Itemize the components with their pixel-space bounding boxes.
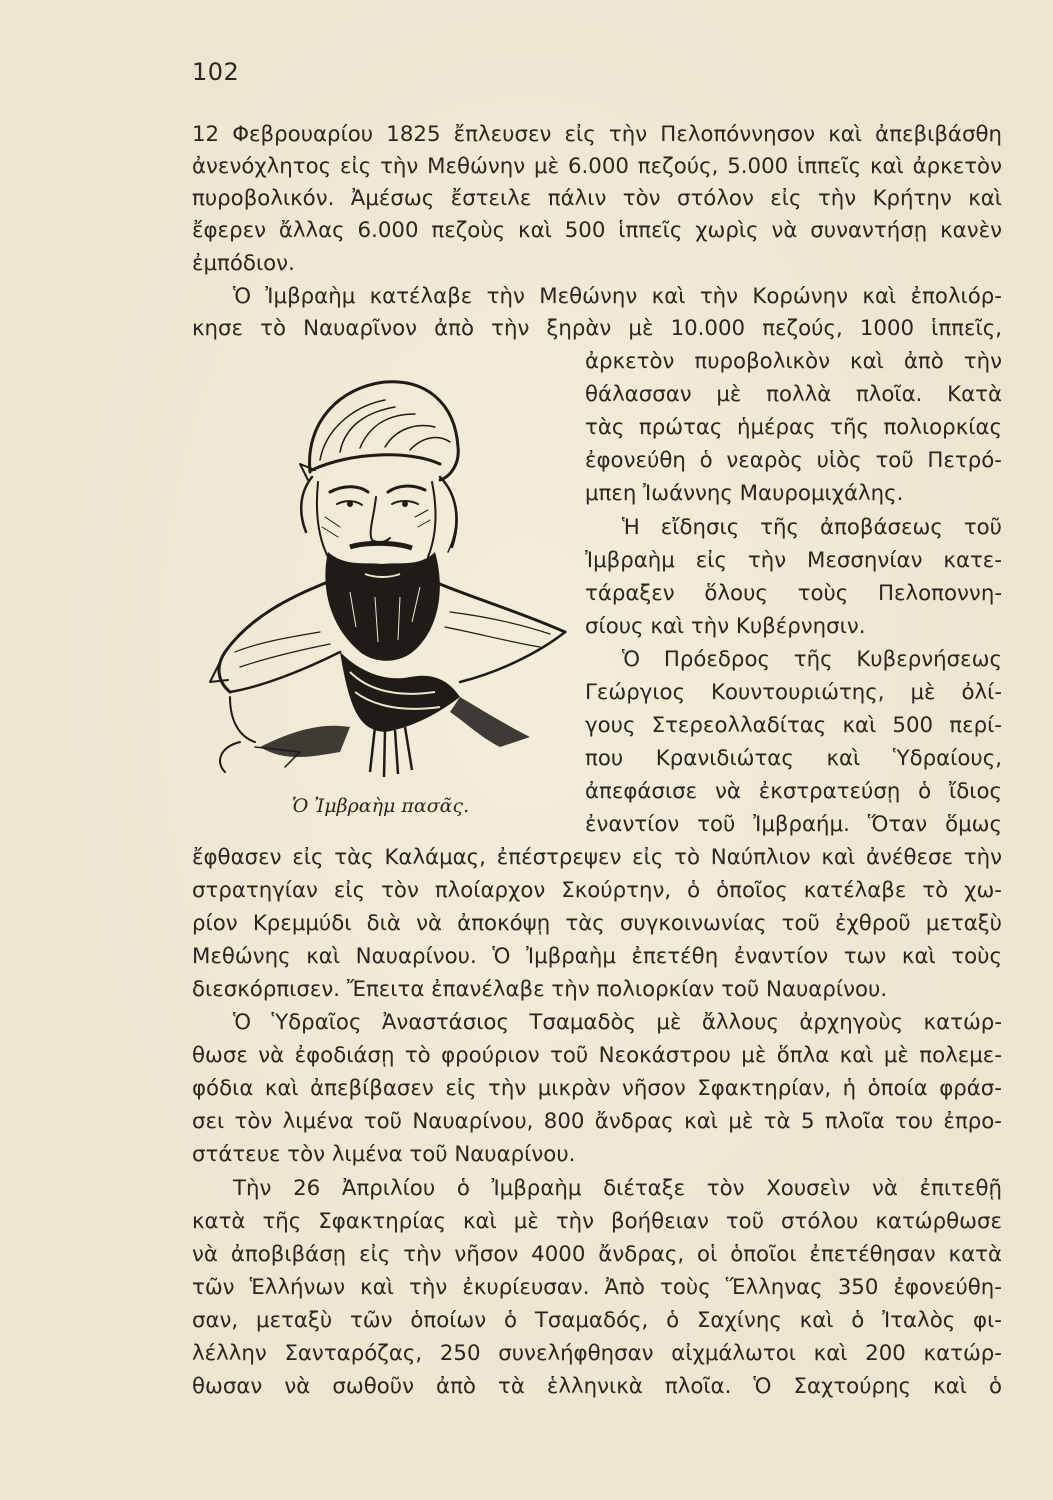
text-line: γους Στερεολλαδίτας καὶ 500 περί- <box>585 713 1002 738</box>
text-line: θωσαν νὰ σωθοῦν ἀπὸ τὰ ἑλληνικὰ πλοῖα. Ὁ Σαχτούρης καὶ ὁ <box>192 1374 1002 1399</box>
text-line: τὰς πρώτας ἡμέρας τῆς πολιορκίας <box>585 415 1002 440</box>
text-line: ἐμπόδιον. <box>192 251 295 276</box>
text-line: ἀνενόχλητος εἰς τὴν Μεθώνην μὲ 6.000 πεζούς, 5.000 ἱππεῖς καὶ ἀρκετὸν <box>192 154 1002 179</box>
text-line: Μεθώνης καὶ Ναυαρίνου. Ὁ Ἰμβραὴμ ἐπετέθη ἐναντίον των καὶ τοὺς <box>192 944 1002 969</box>
text-line: ἐναντίον τοῦ Ἰμβραήμ. Ὅταν ὅμως <box>585 812 1002 837</box>
text-line: Ἡ εἴδησις τῆς ἀποβάσεως τοῦ <box>622 515 1002 540</box>
text-line: σαν, μεταξὺ τῶν ὁποίων ὁ Τσαμαδός, ὁ Σαχίνης καὶ ὁ Ἰταλὸς φι- <box>192 1308 1002 1333</box>
text-line: Ἰμβραὴμ εἰς τὴν Μεσσηνίαν κατε- <box>585 548 1002 573</box>
text-line: σίους καὶ τὴν Κυβέρνησιν. <box>585 614 866 639</box>
text-line: ἔφθασεν εἰς τὰς Καλάμας, ἐπέστρεψεν εἰς τὸ Ναύπλιον καὶ ἀνέθεσε τὴν <box>192 845 1002 870</box>
text-line: στρατηγίαν εἰς τὸν πλοίαρχον Σκούρτην, ὁ ὁποῖος κατέλαβε τὸ χω- <box>192 878 1002 903</box>
text-line: Γεώργιος Κουντουριώτης, μὲ ὀλί- <box>585 680 1002 705</box>
text-line: ἀρκετὸν πυροβολικὸν καὶ ἀπὸ τὴν <box>585 349 1002 374</box>
text-line: ἐφονεύθη ὁ νεαρὸς υἱὸς τοῦ Πετρό- <box>585 448 1002 473</box>
text-line: στάτευε τὸν λιμένα τοῦ Ναυαρίνου. <box>192 1142 576 1167</box>
text-line: Ὁ Ὑδραῖος Ἀναστάσιος Τσαμαδὸς μὲ ἄλλους ἀρχηγοὺς κατώρ- <box>233 1010 1002 1035</box>
text-line: νὰ ἀποβιβάσῃ εἰς τὴν νῆσον 4000 ἄνδρας, οἱ ὁποῖοι ἐπετέθησαν κατὰ <box>192 1242 1002 1267</box>
text-line: μπεη Ἰωάννης Μαυρομιχάλης. <box>585 481 904 506</box>
text-line: διεσκόρπισεν. Ἔπειτα ἐπανέλαβε τὴν πολιορκίαν τοῦ Ναυαρίνου. <box>192 977 888 1002</box>
figure-caption: Ὁ Ἰμβραὴμ πασᾶς. <box>292 795 470 817</box>
text-line: ἔφερεν ἄλλας 6.000 πεζοὺς καὶ 500 ἱππεῖς χωρὶς νὰ συναντήσῃ κανὲν <box>192 218 1002 243</box>
text-line: κατὰ τῆς Σφακτηρίας καὶ μὲ τὴν βοήθειαν τοῦ στόλου κατώρθωσε <box>192 1209 1002 1234</box>
text-line: Τὴν 26 Ἀπριλίου ὁ Ἰμβραὴμ διέταξε τὸν Χουσεὶν νὰ ἐπιτεθῇ <box>233 1176 1002 1201</box>
text-line: σει τὸν λιμένα τοῦ Ναυαρίνου, 800 ἄνδρας καὶ μὲ τὰ 5 πλοῖα του ἐπρο- <box>192 1109 1002 1134</box>
text-line: λέλλην Σανταρόζας, 250 συνελήφθησαν αἰχμάλωτοι καὶ 200 κατώρ- <box>192 1341 1002 1366</box>
text-line: Ὁ Πρόεδρος τῆς Κυβερνήσεως <box>622 647 1002 672</box>
page-number: 102 <box>192 58 240 86</box>
text-line: τάραξεν ὅλους τοὺς Πελοποννη- <box>585 581 1002 606</box>
text-line: που Κρανιδιώτας καὶ Ὑδραίους, <box>585 746 1002 771</box>
text-line: ἀπεφάσισε νὰ ἐκστρατεύσῃ ὁ ἴδιος <box>585 779 1002 804</box>
text-line: Ὁ Ἰμβραὴμ κατέλαβε τὴν Μεθώνην καὶ τὴν Κορώνην καὶ ἐπολιόρ- <box>233 284 1002 309</box>
portrait-illustration <box>200 352 580 792</box>
text-line: πυροβολικόν. Ἀμέσως ἔστειλε πάλιν τὸν στόλον εἰς τὴν Κρήτην καὶ <box>192 186 1002 211</box>
text-line: φόδια καὶ ἀπεβίβασεν εἰς τὴν μικρὰν νῆσον Σφακτηρίαν, ἡ ὁποία φράσ- <box>192 1076 1002 1101</box>
text-line: θάλασσαν μὲ πολλὰ πλοῖα. Κατὰ <box>585 382 1002 407</box>
text-line: τῶν Ἑλλήνων καὶ τὴν ἐκυρίευσαν. Ἀπὸ τοὺς Ἕλληνας 350 ἐφονεύθη- <box>192 1275 1002 1300</box>
text-line: ρίον Κρεμμύδι διὰ νὰ ἀποκόψῃ τὰς συγκοινωνίας τοῦ ἐχθροῦ μεταξὺ <box>192 911 1002 936</box>
text-line: κησε τὸ Ναυαρῖνον ἀπὸ τὴν ξηρὰν μὲ 10.000 πεζούς, 1000 ἱππεῖς, <box>192 316 1002 341</box>
text-line: θωσε νὰ ἐφοδιάσῃ τὸ φρούριον τοῦ Νεοκάστρου μὲ ὅπλα καὶ μὲ πολεμε- <box>192 1043 1002 1068</box>
text-line: 12 Φεβρουαρίου 1825 ἔπλευσεν εἰς τὴν Πελοπόννησον καὶ ἀπεβιβάσθη <box>192 122 1002 147</box>
